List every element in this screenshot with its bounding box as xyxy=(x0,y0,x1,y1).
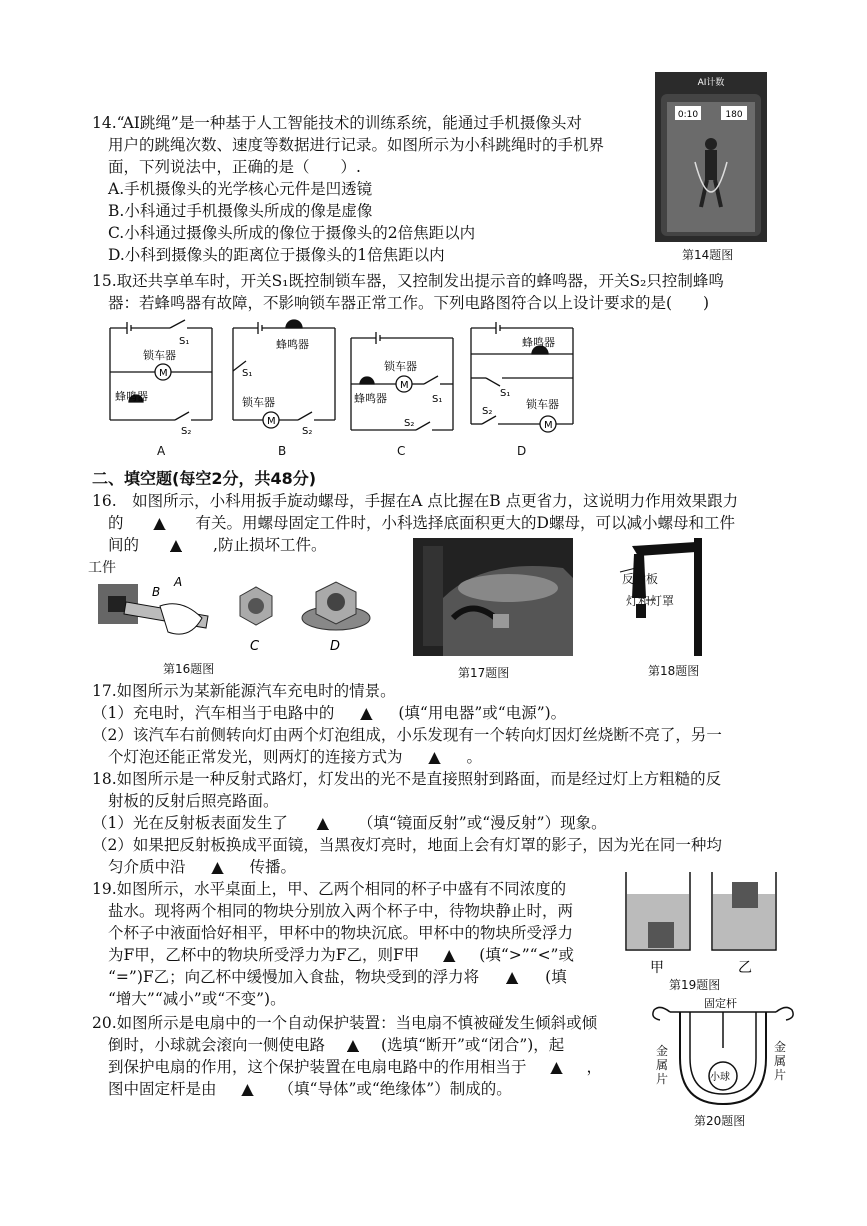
q19-caption: 第19题图 xyxy=(669,978,721,992)
q15b-buzzer: 蜂鸣器 xyxy=(276,338,309,351)
q19-line6: “增大”“减小”或“不变”)。 xyxy=(108,990,286,1008)
q16-label-a: A xyxy=(174,575,183,589)
q17-line2-a: （1）充电时，汽车相当于电路中的 xyxy=(92,704,335,722)
q20-metal-right: 金属片 xyxy=(774,1040,787,1082)
q20-line4 xyxy=(108,1078,512,1100)
q16-label-b: B xyxy=(152,585,161,599)
blank-marker: ▲ xyxy=(153,514,166,532)
q19-line2: 盐水。现将两个相同的物块分别放入两个杯子中，待物块静止时，两 xyxy=(108,902,574,920)
blank-marker: ▲ xyxy=(506,968,519,986)
q20-line2-b: (选填“断开”或“闭合”)，起 xyxy=(381,1036,565,1054)
q15d-s1: S₁ xyxy=(500,388,511,399)
q15a-buzzer: 蜂鸣器 xyxy=(115,390,148,403)
q16-line2-b: 有关。用螺母固定工件时，小科选择底面积更大的D螺母，可以减小螺母和工件 xyxy=(195,514,735,532)
q18-lamp-label: 灯和灯罩 xyxy=(626,594,675,608)
q18-line5 xyxy=(108,856,296,878)
q18-line3-a: （1）光在反射板表面发生了 xyxy=(92,814,288,832)
q15c-s2: S₂ xyxy=(404,418,415,429)
q15c-s1: S₁ xyxy=(432,394,443,405)
blank-marker: ▲ xyxy=(360,704,373,722)
q14-option-c: C.小科通过摄像头所成的像位于摄像头的2倍焦距以内 xyxy=(108,224,476,242)
q20-line3-b: ， xyxy=(586,1058,603,1076)
q15b-lock: 锁车器 xyxy=(242,396,275,409)
q14-caption: 第14题图 xyxy=(682,248,734,262)
q16-label-d: D xyxy=(330,639,341,654)
q14-option-b: B.小科通过手机摄像头所成的像是虚像 xyxy=(108,202,373,220)
q15d-buzzer: 蜂鸣器 xyxy=(522,336,555,349)
q15-line1: 15.取还共享单车时，开关S₁既控制锁车器，又控制发出提示音的蜂鸣器，开关S₂只控制蜂鸣 xyxy=(92,272,724,290)
section-heading: 二、填空题(每空2分，共48分) xyxy=(92,469,317,488)
q15-circuit-a xyxy=(105,316,217,442)
q18-line5-b: 传播。 xyxy=(249,858,297,876)
q20-blank-3 xyxy=(217,1078,279,1100)
q15a-motor: M xyxy=(159,368,168,379)
q16-line3-b: ,防止损坏工件。 xyxy=(213,536,327,554)
q18-line4: （2）如果把反射板换成平面镜，当黑夜灯亮时，地面上会有灯罩的影子，因为光在同一种均 xyxy=(92,836,722,854)
q14-phone-timer: 0:10 xyxy=(677,110,699,120)
q20-line2 xyxy=(108,1034,564,1056)
q14-line2: 用户的跳绳次数、速度等数据进行记录。如图所示为小科跳绳时的手机界 xyxy=(108,136,605,154)
q18-line5-a: 匀介质中沿 xyxy=(108,858,186,876)
q15b-s2: S₂ xyxy=(302,426,313,437)
q15a-s2: S₂ xyxy=(181,426,192,437)
q15-option-b: B xyxy=(278,444,287,458)
q16-line3-a: 间的 xyxy=(108,536,140,554)
q14-phone-title: AI计数 xyxy=(697,78,725,88)
q17-line4-a: 个灯泡还能正常发光，则两灯的连接方式为 xyxy=(108,748,403,766)
q16-label-c: C xyxy=(250,639,260,654)
blank-marker: ▲ xyxy=(211,858,224,876)
q14-line1: 14.“AI跳绳”是一种基于人工智能技术的训练系统，能通过手机摄像头对 xyxy=(92,114,582,132)
q18-line1: 18.如图所示是一种反射式路灯，灯发出的光不是直接照射到路面，而是经过灯上方粗糙的反 xyxy=(92,770,722,788)
q18-line3 xyxy=(92,812,607,834)
q15-circuit-d xyxy=(466,316,578,442)
q18-blank-2 xyxy=(186,856,250,878)
blank-marker: ▲ xyxy=(443,946,456,964)
q20-line2-a: 倒时，小球就会滚向一侧使电路 xyxy=(108,1036,326,1054)
q15-option-c: C xyxy=(397,444,406,458)
q20-line3-a: 到保护电扇的作用，这个保护装置在电扇电路中的作用相当于 xyxy=(108,1058,527,1076)
q17-photo xyxy=(413,538,573,656)
q15b-motor: M xyxy=(267,416,276,427)
q20-line4-a: 图中固定杆是由 xyxy=(108,1080,217,1098)
q17-line4 xyxy=(108,746,482,768)
q20-blank-2 xyxy=(527,1056,587,1078)
q15-option-d: D xyxy=(517,444,527,458)
q20-caption: 第20题图 xyxy=(694,1114,746,1128)
q18-blank-1 xyxy=(288,812,358,834)
q17-blank-1 xyxy=(334,702,398,724)
q18-reflector-label: 反射板 xyxy=(622,572,659,586)
q16-line1: 16. 如图所示，小科用扳手旋动螺母，手握在A 点比握在B 点更省力，这说明力作用效果跟力 xyxy=(92,492,739,510)
q14-phone-count: 180 xyxy=(725,110,743,120)
q16-workpiece-label: 工件 xyxy=(88,560,116,576)
blank-marker: ▲ xyxy=(241,1080,254,1098)
q20-rod-label: 固定杆 xyxy=(704,997,737,1010)
q18-line2: 射板的反射后照亮路面。 xyxy=(108,792,279,810)
q19-label-jia: 甲 xyxy=(650,960,664,976)
q19-line5-b: (填 xyxy=(545,968,567,986)
blank-marker: ▲ xyxy=(170,536,182,554)
q15c-lock: 锁车器 xyxy=(384,360,417,373)
q14-phone-figure xyxy=(655,72,767,242)
q18-caption: 第18题图 xyxy=(648,664,700,678)
q19-line1: 19.如图所示，水平桌面上，甲、乙两个相同的杯子中盛有不同浓度的 xyxy=(92,880,567,898)
q15d-lock: 锁车器 xyxy=(526,398,559,411)
q19-line5 xyxy=(108,966,567,988)
q19-line3: 个杯子中液面恰好相平，甲杯中的物块沉底。甲杯中的物块所受浮力 xyxy=(108,924,574,942)
q14-option-d: D.小科到摄像头的距离位于摄像头的1倍焦距以内 xyxy=(108,246,445,264)
blank-marker: ▲ xyxy=(316,814,329,832)
q19-line4-b: (填“>”“<”或 xyxy=(479,946,574,964)
q14-line3: 面，下列说法中，正确的是（ ）. xyxy=(108,158,361,176)
q16-blank-2 xyxy=(139,534,213,556)
q16-figure xyxy=(90,574,380,654)
q15d-motor: M xyxy=(544,420,553,431)
q15-option-a: A xyxy=(157,444,166,458)
q15a-lock: 锁车器 xyxy=(143,349,176,362)
q19-blank-1 xyxy=(419,944,479,966)
q20-ball-label: 小球 xyxy=(710,1072,730,1083)
q16-caption: 第16题图 xyxy=(163,662,215,676)
q20-line1: 20.如图所示是电扇中的一个自动保护装置：当电扇不慎被碰发生倾斜或倾 xyxy=(92,1014,598,1032)
q15c-buzzer: 蜂鸣器 xyxy=(354,392,387,405)
q14-option-a: A.手机摄像头的光学核心元件是凹透镜 xyxy=(108,180,373,198)
q19-blank-2 xyxy=(479,966,545,988)
q19-label-yi: 乙 xyxy=(738,960,752,976)
q19-line4-a: 为F甲，乙杯中的物块所受浮力为F乙，则F甲 xyxy=(108,946,420,964)
q15-line2: 器：若蜂鸣器有故障，不影响锁车器正常工作。下列电路图符合以上设计要求的是( ) xyxy=(108,294,710,312)
q17-line2 xyxy=(92,702,566,724)
q17-line3: （2）该汽车右前侧转向灯由两个灯泡组成，小乐发现有一个转向灯因灯丝烧断不亮了，另一 xyxy=(92,726,722,744)
q17-caption: 第17题图 xyxy=(458,666,510,680)
q15c-motor: M xyxy=(400,380,409,391)
q17-line2-b: (填“用电器”或“电源”)。 xyxy=(398,704,567,722)
q15b-s1: S₁ xyxy=(242,368,253,379)
q20-line3 xyxy=(108,1056,602,1078)
q15-circuit-c xyxy=(346,326,458,444)
q20-metal-left: 金属片 xyxy=(656,1044,669,1086)
q20-blank-1 xyxy=(325,1034,381,1056)
q17-blank-2 xyxy=(403,746,467,768)
q15-circuit-b xyxy=(228,316,340,442)
blank-marker: ▲ xyxy=(550,1058,563,1076)
q20-line4-b: （填“导体”或“绝缘体”）制成的。 xyxy=(278,1080,512,1098)
blank-marker: ▲ xyxy=(347,1036,359,1054)
q19-line4 xyxy=(108,944,574,966)
q17-line1: 17.如图所示为某新能源汽车充电时的情景。 xyxy=(92,682,396,700)
q19-figure xyxy=(622,868,782,978)
q15a-s1: S₁ xyxy=(179,336,190,347)
q17-line4-b: 。 xyxy=(466,748,483,766)
q18-line3-b: （填“镜面反射”或“漫反射”）现象。 xyxy=(357,814,607,832)
q15d-s2: S₂ xyxy=(482,406,493,417)
q16-line3 xyxy=(108,534,326,556)
blank-marker: ▲ xyxy=(428,748,441,766)
q19-line5-a: “=”)F乙；向乙杯中缓慢加入食盐，物块受到的浮力将 xyxy=(108,968,480,986)
q16-line2 xyxy=(108,512,735,534)
q16-line2-a: 的 xyxy=(108,514,124,532)
q16-blank-1 xyxy=(124,512,196,534)
